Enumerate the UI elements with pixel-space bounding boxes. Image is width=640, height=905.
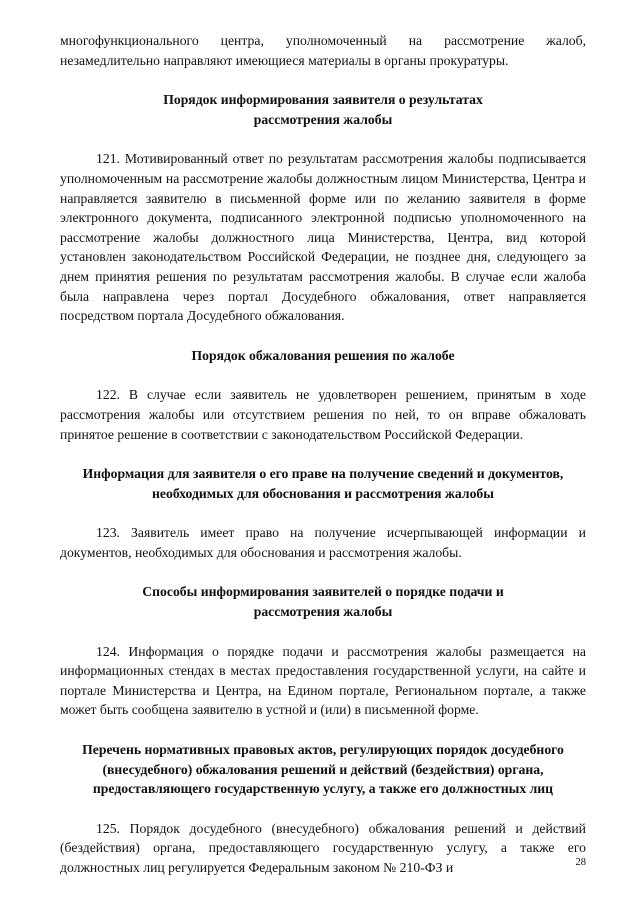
paragraph-122: 122. В случае если заявитель не удовлетворен решением, принятым в ходе рассмотрения жалобы или отсутствием решения по ней, то он вправе обжаловать принятое решение в соответствии с законодательством Российской Федерации. [60, 387, 586, 442]
paragraph-121: 121. Мотивированный ответ по результатам рассмотрения жалобы подписывается уполномоченным на рассмотрение жалобы должностным лицом Министерства, Центра и направляется заявителю в письменной форме или по желанию заявителя в форме электронного документа, подписанного электронной подписью уполномоченного на рассмотрение жалобы должностного лица Министерства, Центра, вид которой установлен законодательством Российской Федерации, не позднее дня, следующего за днем принятия решения по результатам рассмотрения жалобы. В случае если жалоба была направлена через портал Досудебного обжалования, ответ направляется посредством портала Досудебного обжалования. [60, 151, 586, 324]
paragraph-125: 125. Порядок досудебного (внесудебного) обжалования решений и действий (бездействия) органа, предоставляющего государственную услугу, а также его должностных лиц регулируется Федеральным законом № 210-ФЗ и [60, 820, 586, 875]
section-heading-informing-results: Порядок информирования заявителя о результатах рассмотрения жалобы [163, 92, 483, 127]
section-heading-appeal-order: Порядок обжалования решения по жалобе [191, 347, 455, 363]
paragraph-123: 123. Заявитель имеет право на получение исчерпывающей информации и документов, необходимых для обоснования и рассмотрения жалобы. [60, 525, 586, 560]
page-number: 28 [575, 857, 586, 868]
page-content [60, 31, 586, 878]
section-heading-informing-methods: Способы информирования заявителей о порядке подачи и рассмотрения жалобы [142, 584, 504, 620]
paragraph-124: 124. Информация о порядке подачи и рассмотрения жалобы размещается на информационных стендах в местах предоставления государственной услуги, на сайте и портале Министерства и Центра, на Едином портале, Региональном портале, а также может быть сообщена заявителю в устной и (или) в письменной форме. [60, 643, 586, 718]
section-heading-applicant-rights: Информация для заявителя о его праве на получение сведений и документов, необходимых для обоснования и рассмотрения жалобы [82, 466, 564, 501]
section-heading-legal-acts: Перечень нормативных правовых актов, регулирующих порядок досудебного (внесудебного) обжалования решений и действий (бездействия) органа, предоставляющего государственную услугу, а также его должностных лиц [82, 742, 564, 797]
intro-paragraph: многофункционального центра, уполномоченный на рассмотрение жалоб, незамедлительно направляют имеющиеся материалы в органы прокуратуры. [60, 33, 586, 68]
